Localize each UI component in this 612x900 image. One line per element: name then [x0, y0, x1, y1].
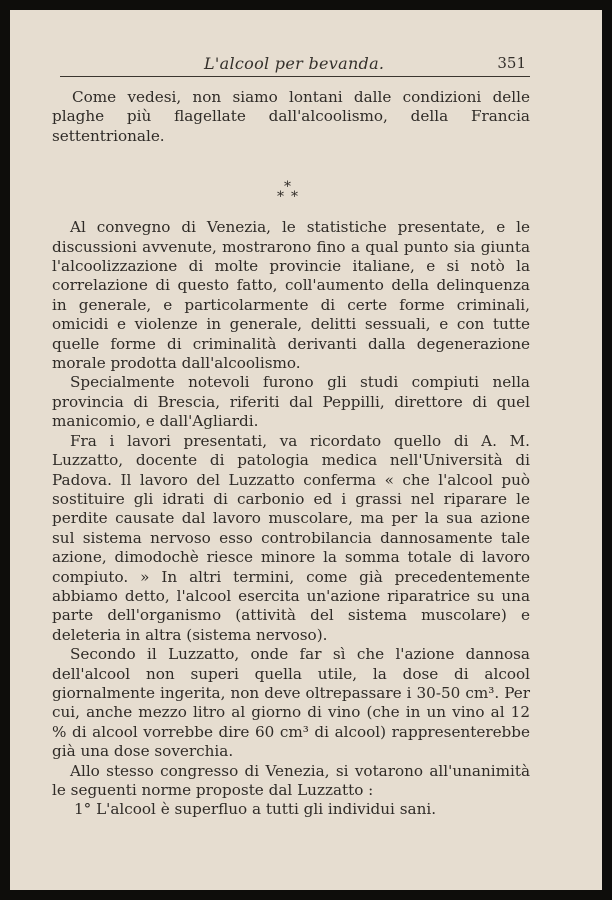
running-title: L'alcool per bevanda.: [204, 54, 385, 73]
paragraph: Fra i lavori presentati, va ricordato quello di A. M. Luzzatto, docente di patologia medica nell'Università di Padova. Il lavoro del Luzzatto conferma « che l'alcool può sostituire gli idrati di carbonio ed i grassi nel riparare le perdite causate dal lavoro muscolare, ma per la sua azione sul sistema nervoso esso controbilancia dannosamente tale azione, dimodochè riesce minore la somma totale di lavoro compiuto. » In altri termini, come già precedentemente abbiamo detto, l'alcool esercita un'azione riparatrice su una parte dell'organismo (attività del sistema muscolare) e deleteria in altra (sistema nervoso).: [52, 431, 530, 644]
list-item: 1° L'alcool è superfluo a tutti gli individui sani.: [74, 800, 437, 819]
body-text: [52, 88, 530, 820]
asterism-star: *: [291, 189, 298, 206]
paragraph: Come vedesi, non siamo lontani dalle condizioni delle plaghe più flagellate dall'alcoolismo, della Francia settentrionale.: [52, 88, 530, 145]
paragraph: Al convegno di Venezia, le statistiche presentate, e le discussioni avvenute, mostrarono fino a qual punto sia giunta l'alcoolizzazione di molte provincie italiane, e si notò la correlazione di questo fatto, coll'aumento della delinquenza in generale, e particolarmente di certe forme criminali, omicidi e violenze in generale, delitti sessuali, e con tutte quelle forme di criminalità derivanti dalla degenerazione morale prodotta dall'alcoolismo.: [52, 218, 530, 373]
asterism-star: *: [284, 179, 291, 196]
header-rule: [60, 76, 530, 77]
book-page: [10, 10, 602, 890]
paragraph: Secondo il Luzzatto, onde far sì che l'azione dannosa dell'alcool non superi quella utile, la dose di alcool giornalmente ingerita, non deve oltrepassare i 30-50 cm³. Per cui, anche mezzo litro al giorno di vino (che in un vino al 12 % di alcool vorrebbe dire 60 cm³ di alcool) rappresenterebbe già una dose soverchia.: [52, 645, 530, 761]
asterism-star: *: [277, 189, 284, 206]
page-number: 351: [497, 54, 526, 72]
paragraph: Specialmente notevoli furono gli studi compiuti nella provincia di Brescia, riferiti dal Peppilli, direttore di quel manicomio, e dall'Agliardi.: [52, 373, 530, 431]
asterism-section-break: [52, 146, 530, 218]
paragraph: Allo stesso congresso di Venezia, si votarono all'unanimità le seguenti norme proposte dal Luzzatto :: [52, 761, 530, 799]
